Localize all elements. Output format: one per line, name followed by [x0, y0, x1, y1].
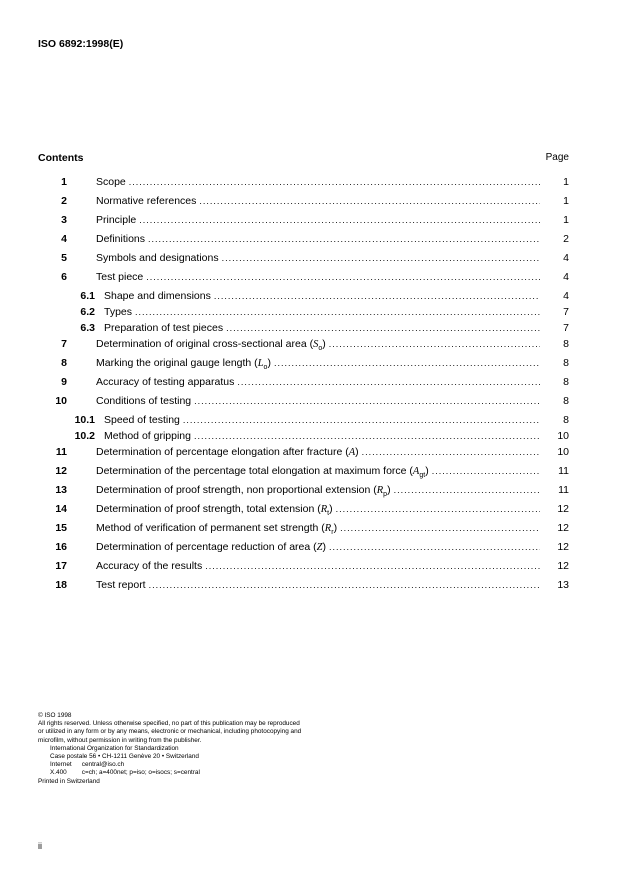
- toc-entry-title: Accuracy of the results: [96, 560, 203, 572]
- toc-entry-number: 9: [61, 376, 67, 388]
- toc-entry-page: 10: [557, 430, 569, 442]
- dot-leader: [340, 522, 540, 534]
- toc-entry-page: 11: [558, 465, 569, 477]
- toc-entry-page: 7: [563, 306, 569, 318]
- dot-leader: [135, 306, 540, 318]
- toc-entry-title: Accuracy of testing apparatus: [96, 376, 235, 388]
- toc-entry-number: 10: [55, 395, 67, 407]
- toc-entry-number: 16: [55, 541, 67, 553]
- dot-leader: [194, 430, 540, 442]
- contents-title: Contents: [38, 152, 84, 164]
- dot-leader: [394, 484, 540, 496]
- toc-entry-title: Method of gripping: [104, 430, 191, 442]
- toc-entry[interactable]: [38, 214, 569, 233]
- toc-entry-title: Method of verification of permanent set strength $(R_r)$: [96, 522, 338, 537]
- toc-entry-page: 4: [563, 271, 569, 283]
- dot-leader: [183, 414, 540, 426]
- toc-entry-number: 5: [61, 252, 67, 264]
- document-id: ISO 6892:1998(E): [38, 38, 124, 50]
- page-number: ii: [38, 841, 42, 851]
- dot-leader: [194, 395, 540, 407]
- toc-entry-title: Determination of the percentage total elongation at maximum force $(A_{gt})$: [96, 465, 429, 480]
- toc-entry-title: Shape and dimensions: [104, 290, 211, 302]
- toc-entry-page: 8: [563, 338, 569, 350]
- dot-leader: [336, 503, 540, 515]
- toc-entry-title: Scope: [96, 176, 126, 188]
- toc-entry-title: Definitions: [96, 233, 146, 245]
- dot-leader: [148, 233, 540, 245]
- toc-entry-number: 2: [61, 195, 67, 207]
- toc-entry-title: Determination of percentage reduction of area (Z): [96, 541, 326, 553]
- dot-leader: [129, 176, 540, 188]
- toc-entry-page: 1: [563, 214, 569, 226]
- toc-entry[interactable]: [38, 195, 569, 214]
- toc-entry-page: 7: [563, 322, 569, 334]
- toc-entry-page: 1: [563, 195, 569, 207]
- toc-entry-title: Determination of original cross-sectional area $(S_o)$: [96, 338, 326, 353]
- toc-entry[interactable]: [38, 579, 569, 598]
- toc-entry[interactable]: [38, 560, 569, 579]
- toc-entry-page: 8: [563, 357, 569, 369]
- organization-name: International Organization for Standardization: [50, 744, 179, 752]
- toc-entry-title: Normative references: [96, 195, 197, 207]
- toc-entry-number: 3: [61, 214, 67, 226]
- toc-entry[interactable]: [38, 357, 569, 376]
- dot-leader: [432, 465, 540, 477]
- toc-entry[interactable]: [38, 395, 569, 414]
- toc-entry[interactable]: [38, 414, 569, 430]
- toc-entry[interactable]: [38, 322, 569, 338]
- dot-leader: [222, 252, 540, 264]
- dot-leader: [226, 322, 540, 334]
- toc-entry-number: 10.2: [74, 430, 95, 442]
- toc-entry-number: 10.1: [74, 414, 95, 426]
- toc-entry-number: 7: [61, 338, 67, 350]
- toc-entry-page: 12: [557, 503, 569, 515]
- toc-entry-number: 6.2: [80, 306, 95, 318]
- toc-entry-page: 12: [557, 522, 569, 534]
- toc-entry-number: 14: [55, 503, 67, 515]
- toc-entry-title: Symbols and designations: [96, 252, 219, 264]
- toc-entry[interactable]: [38, 376, 569, 395]
- toc-entry-page: 11: [558, 484, 569, 496]
- toc-entry-number: 1: [61, 176, 67, 188]
- toc-entry-number: 12: [55, 465, 67, 477]
- dot-leader: [329, 338, 540, 350]
- toc-entry-page: 12: [557, 541, 569, 553]
- toc-entry-title: Marking the original gauge length $(L_o)$: [96, 357, 271, 372]
- toc-entry-title: Determination of percentage elongation after fracture (A): [96, 446, 359, 458]
- toc-entry-title: Preparation of test pieces: [104, 322, 224, 334]
- toc-entry-page: 4: [563, 290, 569, 302]
- toc-entry-page: 13: [557, 579, 569, 591]
- toc-entry[interactable]: [38, 446, 569, 465]
- toc-entry-page: 1: [563, 176, 569, 188]
- toc-entry-number: 6.1: [80, 290, 95, 302]
- toc-entry-number: 6: [61, 271, 67, 283]
- dot-leader: [199, 195, 540, 207]
- toc-entry[interactable]: [38, 484, 569, 503]
- toc-entry-number: 17: [55, 560, 67, 572]
- toc-entry-number: 11: [55, 446, 67, 458]
- organization-address: Case postale 56 • CH-1211 Genève 20 • Switzerland: [50, 753, 199, 761]
- toc-entry-page: 4: [563, 252, 569, 264]
- toc-entry[interactable]: [38, 290, 569, 306]
- dot-leader: [149, 579, 540, 591]
- toc-entry-title: Test piece: [96, 271, 144, 283]
- toc-entry-title: Speed of testing: [104, 414, 180, 426]
- dot-leader: [362, 446, 540, 458]
- dot-leader: [237, 376, 540, 388]
- toc-entry-number: 6.3: [80, 322, 95, 334]
- toc-entry-number: 8: [61, 357, 67, 369]
- toc-entry[interactable]: [38, 541, 569, 560]
- toc-entry[interactable]: [38, 338, 569, 357]
- toc-entry-page: 10: [557, 446, 569, 458]
- toc-entry[interactable]: [38, 465, 569, 484]
- toc-entry-title: Test report: [96, 579, 146, 591]
- toc-entry-title: Types: [104, 306, 133, 318]
- dot-leader: [274, 357, 540, 369]
- toc-entry-title: Principle: [96, 214, 137, 226]
- dot-leader: [146, 271, 540, 283]
- toc-entry-page: 8: [563, 376, 569, 388]
- rights-line: microfilm, without permission in writing from the publisher.: [38, 736, 202, 744]
- toc-entry-page: 2: [563, 233, 569, 245]
- toc-entry-page: 8: [563, 414, 569, 426]
- toc-entry[interactable]: [38, 176, 569, 195]
- toc-entry-number: 18: [55, 579, 67, 591]
- toc-entry-number: 13: [55, 484, 67, 496]
- toc-entry[interactable]: [38, 271, 569, 290]
- dot-leader: [205, 560, 540, 572]
- toc-entry-page: 8: [563, 395, 569, 407]
- x400-contact: X.400 c=ch; a=400net; p=iso; o=isocs; s=central: [50, 769, 200, 777]
- toc-entry-page: 12: [557, 560, 569, 572]
- rights-line: All rights reserved. Unless otherwise specified, no part of this publication may be reproduced: [38, 720, 300, 728]
- toc-entry[interactable]: [38, 233, 569, 252]
- printed-in: Printed in Switzerland: [38, 777, 100, 785]
- copyright-notice: [38, 712, 301, 786]
- dot-leader: [329, 541, 540, 553]
- internet-contact: Internet central@iso.ch: [50, 761, 125, 769]
- toc-entry[interactable]: [38, 503, 569, 522]
- copyright-line: © ISO 1998: [38, 712, 72, 719]
- toc-entry-title: Determination of proof strength, non proportional extension $(R_p)$: [96, 484, 391, 499]
- toc-entry-title: Conditions of testing: [96, 395, 192, 407]
- table-of-contents: [38, 176, 569, 598]
- toc-entry-number: 15: [55, 522, 67, 534]
- dot-leader: [139, 214, 540, 226]
- rights-line: or utilized in any form or by any means, electronic or mechanical, including photocopying and: [38, 728, 302, 736]
- toc-entry-title: Determination of proof strength, total extension $(R_t)$: [96, 503, 333, 518]
- toc-entry-number: 4: [61, 233, 67, 245]
- toc-entry[interactable]: [38, 430, 569, 446]
- dot-leader: [214, 290, 540, 302]
- toc-entry[interactable]: [38, 306, 569, 322]
- toc-entry[interactable]: [38, 522, 569, 541]
- toc-entry[interactable]: [38, 252, 569, 271]
- page-column-label: Page: [545, 152, 569, 163]
